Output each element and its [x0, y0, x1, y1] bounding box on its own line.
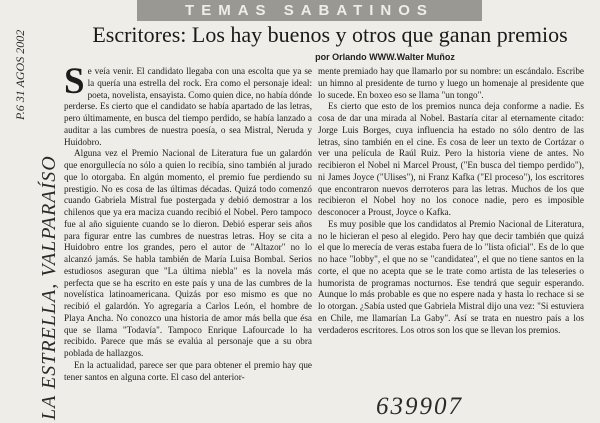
paragraph-text: e veía venir. El candidato llegaba con una escolta que ya se la quería una estrella del rock. Era como el personaje ideal: poeta, novelista, ensayista. Como quien dice, no había dónde perderse. Es cierto que el candidato se había apartado de las letras, pero últimamente, en busca del tiempo perdido, se había lanzado a auditar a las cumbres de nuestra poesía, o sea Mistral, Neruda y Huidobro. — [64, 66, 312, 147]
drop-cap: S — [64, 61, 85, 102]
handwritten-archive-number: 639907 — [376, 393, 463, 420]
article-column-1 — [64, 61, 312, 383]
paragraph: Es muy posible que los candidatos al Premio Nacional de Literatura, no le hicieran el peso al elegido. Pero hay que decir también que quizá el que lo merecía de veras estaba fuera de lo "lista oficial". Es de lo que no hace "lobby", el que no se "candidatea", el que no tiene santos en la corte, el que no acepta que se le trate como artista de las teleseries o humorista de programas nocturnos. Ese tendrá que seguir esperando. Aunque lo más probable es que no espere nada y hasta lo rechace si se lo otorgan. ¿Sabía usted que Gabriela Mistral dijo una vez: "Si estuviera en Chile, me llamarían La Gaby". Así se trata en nuestro país a los verdaderos escritores. Los otros son los que se llevan los premios. — [318, 218, 584, 335]
paragraph: mente premiado hay que llamarlo por su nombre: un escándalo. Escribe un himno al presidente de turno y luego un homenaje al presidente que lo sucede. En boxeo eso se llama "un tongo". — [318, 66, 584, 100]
paragraph — [64, 61, 312, 148]
section-banner — [137, 0, 482, 21]
handwritten-source-note: LA ESTRELLA, VALPARAÍSO — [38, 155, 60, 420]
handwritten-date-note: P.6 31 AGOS 2002 — [13, 29, 27, 120]
paragraph: Es cierto que esto de los premios nunca deja conforme a nadie. Es cosa de dar una mirada al Nobel. Bastaría citar al eternamente citado: Jorge Luis Borges, cuya influencia ha estado no sólo dentro de las letras, sino también en el cine. Es cosa de leer un texto de Cortázar o ver una película de Raúl Ruiz. Pero la historia viene de antes. No recibieron el Nobel ni Marcel Proust, ("En busca del tiempo perdido"), ni James Joyce ("Ulises"), ni Franz Kafka ("El proceso"), los escritores que encontraron nuevos derroteros para las letras. Muchos de los que recibieron el Nobel hoy no los conoce nadie, pero es imposible desconocer a Proust, Joyce o Kafka. — [318, 101, 584, 217]
article-byline: por Orlando WWW.Walter Muñoz — [315, 52, 455, 62]
article-column-2 — [318, 66, 584, 336]
article-headline: Escritores: Los hay buenos y otros que ganan premios — [92, 22, 568, 47]
paragraph: Alguna vez el Premio Nacional de Literatura fue un galardón que enorgullecía no sólo a quien lo recibía, sino también al jurado que lo otorgaba. En algún momento, el premio fue perdiendo su prestigio. No es cosa de las últimas décadas. Quizá todo comenzó cuando Gabriela Mistral fue postergada y debió demostrar a los chilenos que ya era maciza cuando recibió el Nobel. Pero tampoco fue al año siguiente cuando se lo dieron. Debió esperar seis años para figurar entre las cumbres de nuestras letras. Hoy se cita a Huidobro entre los grandes, pero el autor de "Altazor" no lo alcanzó jamás. Se habla también de María Luisa Bombal. Serios estudiosos aseguran que "La última niebla" es la novela más perfecta que se ha escrito en este país y una de las cumbres de la novelística latinoamericana. Quizás por eso mismo es que no recibió el galardón. Yo agregaría a Carlos León, el hombre de Playa Ancha. No conozco una historia de amor más bella que ésa que se llama "Todavía". Tampoco Enrique Lafourcade lo ha recibido. Parece que más se evalúa al personaje que a su obra poblada de hallazgos. — [64, 148, 312, 358]
section-banner-text: TEMAS SABATINOS — [185, 2, 434, 19]
paragraph: En la actualidad, parece ser que para obtener el premio hay que tener santos en alguna corte. El caso del anterior- — [64, 359, 312, 382]
